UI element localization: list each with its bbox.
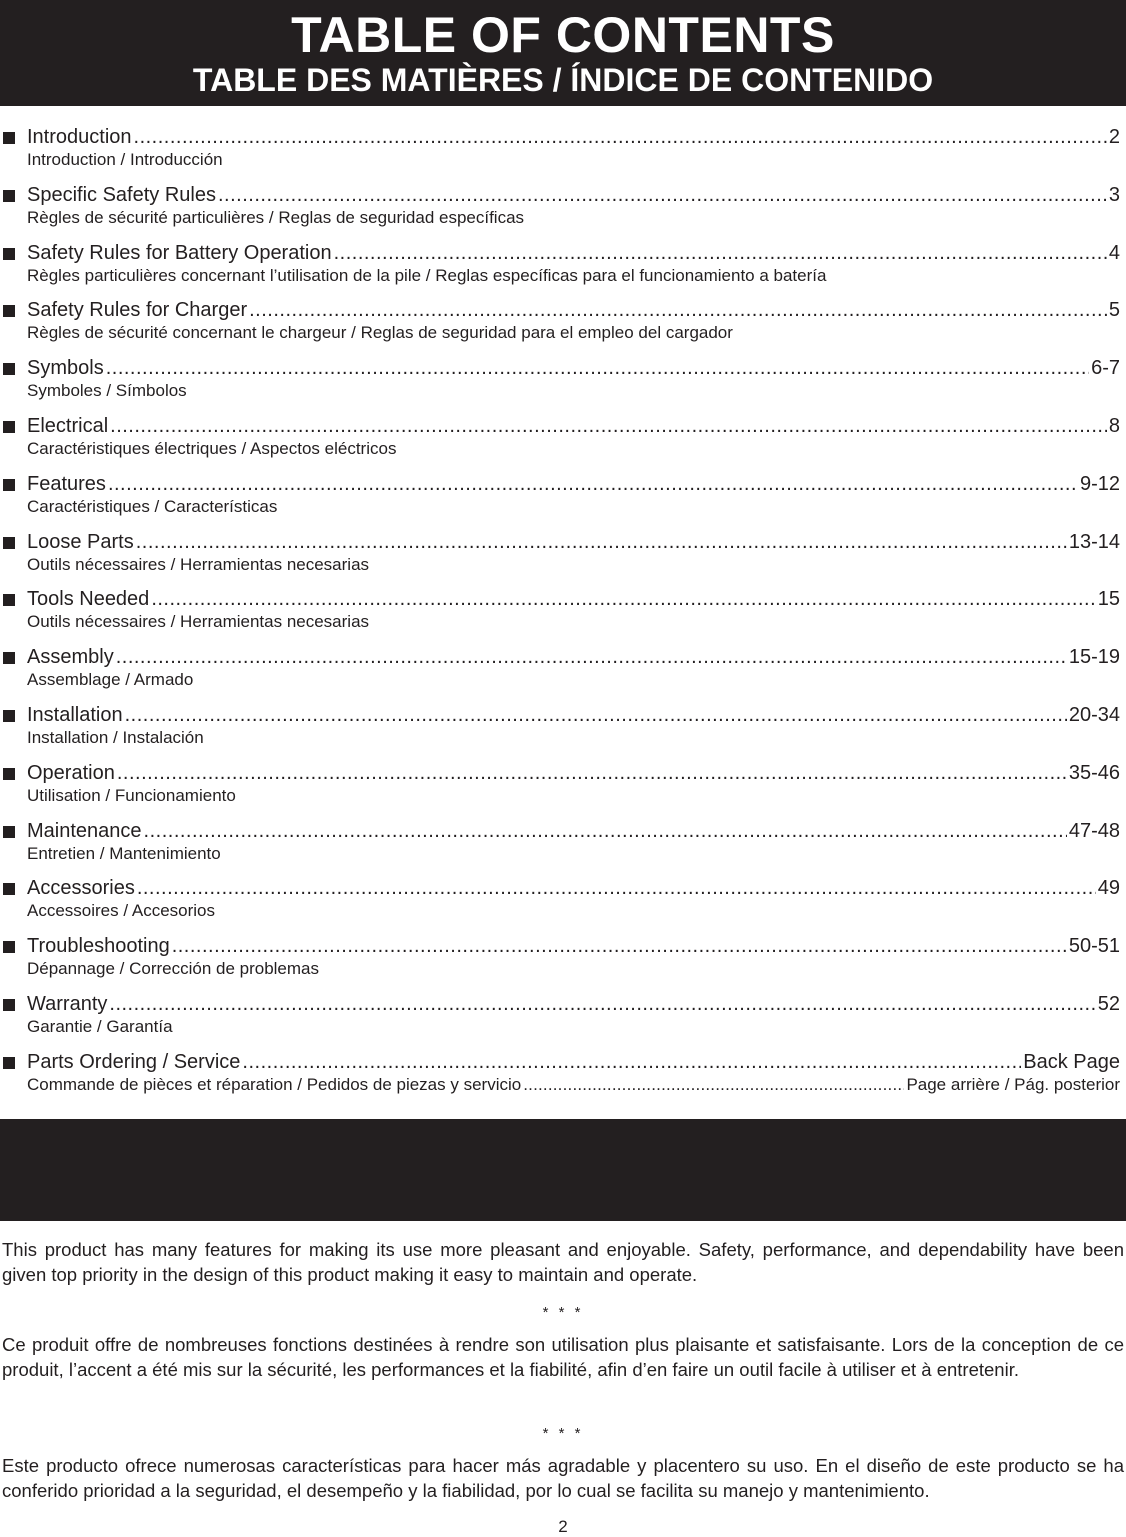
intro-paragraph-english: This product has many features for making its use more pleasant and enjoyable. Safety, performance, and dependability have been given top priority in the design of this product making it easy to maintain and operate. bbox=[2, 1239, 1124, 1285]
square-bullet-icon bbox=[3, 999, 15, 1011]
toc-item-translation: Symboles / Símbolos bbox=[27, 381, 187, 401]
leader-dots bbox=[151, 586, 1095, 612]
toc-item-page: Back Page bbox=[1023, 1050, 1120, 1073]
leader-dots bbox=[134, 124, 1107, 150]
toc-item-page: 50-51 bbox=[1068, 935, 1120, 958]
leader-dots bbox=[125, 702, 1067, 728]
toc-item-page: 49 bbox=[1097, 877, 1120, 900]
square-bullet-icon bbox=[3, 363, 15, 375]
toc-item-title: Loose Parts bbox=[27, 530, 134, 553]
toc-item-translation: Assemblage / Armado bbox=[27, 670, 194, 690]
toc-item-operation[interactable] bbox=[0, 760, 1126, 818]
toc-item-title: Operation bbox=[27, 761, 115, 784]
toc-item-page: 15 bbox=[1097, 588, 1120, 611]
square-bullet-icon bbox=[3, 710, 15, 722]
toc-item-title: Assembly bbox=[27, 646, 114, 669]
toc-item-translation: Règles de sécurité particulières / Reglas de seguridad específicas bbox=[27, 207, 525, 227]
square-bullet-icon bbox=[3, 248, 15, 260]
toc-item-title: Parts Ordering / Service bbox=[27, 1050, 241, 1073]
toc-item-translation: Introduction / Introducción bbox=[27, 150, 223, 169]
toc-item-warranty[interactable] bbox=[0, 991, 1126, 1049]
toc-title: TABLE OF CONTENTS bbox=[291, 7, 835, 63]
leader-dots bbox=[144, 818, 1067, 844]
toc-item-title: Troubleshooting bbox=[27, 935, 170, 958]
separator-stars: * * * bbox=[542, 1304, 584, 1321]
toc-item-title: Symbols bbox=[27, 357, 104, 380]
toc-item-page: 35-46 bbox=[1068, 761, 1120, 784]
toc-item-translation: Caractéristiques / Características bbox=[27, 496, 278, 516]
toc-item-title: Maintenance bbox=[27, 819, 142, 842]
toc-item-title: Accessories bbox=[27, 877, 135, 900]
leader-dots bbox=[109, 991, 1095, 1017]
toc-item-accessories[interactable] bbox=[0, 875, 1126, 933]
leader-dots bbox=[137, 875, 1096, 901]
toc-item-translation: Commande de pièces et réparation / Pedidos de piezas y servicio bbox=[27, 1074, 522, 1094]
square-bullet-icon bbox=[3, 305, 15, 317]
intro-paragraph-french: Ce produit offre de nombreuses fonctions destinées à rendre son utilisation plus plaisante et satisfaisante. Lors de la conception de ce produit, l’accent a été mis sur la sécurité, les performances et la fiabilité, afin d’en faire un outil facile à utiliser et à entretenir. bbox=[2, 1334, 1124, 1380]
table-of-contents bbox=[0, 124, 1126, 1107]
toc-item-title: Installation bbox=[27, 703, 123, 726]
toc-item-translation: Garantie / Garantía bbox=[27, 1016, 173, 1036]
toc-item-features[interactable] bbox=[0, 471, 1126, 529]
toc-item-page: 52 bbox=[1097, 992, 1120, 1015]
toc-item-page: 15-19 bbox=[1068, 646, 1120, 669]
page-number: 2 bbox=[558, 1517, 568, 1536]
toc-item-title: Safety Rules for Charger bbox=[27, 299, 248, 322]
section-banner bbox=[0, 1119, 1126, 1221]
toc-item-assembly[interactable] bbox=[0, 644, 1126, 702]
toc-item-tools-needed[interactable] bbox=[0, 586, 1126, 644]
toc-item-maintenance[interactable] bbox=[0, 818, 1126, 876]
square-bullet-icon bbox=[3, 768, 15, 780]
leader-dots bbox=[117, 760, 1067, 786]
toc-item-charger-safety[interactable] bbox=[0, 297, 1126, 355]
toc-item-battery-safety[interactable] bbox=[0, 240, 1126, 298]
toc-item-page: 6-7 bbox=[1091, 357, 1120, 380]
toc-item-electrical[interactable] bbox=[0, 413, 1126, 471]
toc-item-page: 2 bbox=[1108, 126, 1120, 148]
separator-stars: * * * bbox=[542, 1425, 584, 1442]
square-bullet-icon bbox=[3, 421, 15, 433]
toc-item-translation: Accessoires / Accesorios bbox=[27, 901, 216, 921]
square-bullet-icon bbox=[3, 652, 15, 664]
toc-item-translation: Installation / Instalación bbox=[27, 727, 204, 747]
toc-item-page: 47-48 bbox=[1068, 819, 1120, 842]
toc-item-title: Features bbox=[27, 472, 106, 495]
toc-item-page: 5 bbox=[1108, 299, 1120, 322]
toc-item-troubleshooting[interactable] bbox=[0, 933, 1126, 991]
toc-item-title: Tools Needed bbox=[27, 588, 150, 611]
toc-item-parts-ordering[interactable] bbox=[0, 1049, 1126, 1107]
leader-dots bbox=[523, 1074, 904, 1096]
leader-dots bbox=[218, 182, 1107, 208]
square-bullet-icon bbox=[3, 826, 15, 838]
square-bullet-icon bbox=[3, 594, 15, 606]
intro-paragraph-spanish: Este producto ofrece numerosas características para hacer más agradable y placentero su uso. En el diseño de este producto se ha conferido prioridad a la seguridad, el desempeño y la fiabilidad, por lo cual se facilita su manejo y mantenimiento. bbox=[2, 1455, 1124, 1501]
square-bullet-icon bbox=[3, 1057, 15, 1069]
square-bullet-icon bbox=[3, 941, 15, 953]
leader-dots bbox=[172, 933, 1067, 959]
toc-item-page: 3 bbox=[1108, 183, 1120, 206]
toc-item-translation: Entretien / Mantenimiento bbox=[27, 843, 221, 863]
toc-subtitle: TABLE DES MATIÈRES / ÍNDICE DE CONTENIDO bbox=[192, 62, 934, 98]
toc-item-page: 4 bbox=[1108, 241, 1120, 264]
toc-item-title: Introduction bbox=[27, 126, 132, 148]
toc-item-page: 13-14 bbox=[1068, 530, 1120, 553]
toc-item-title: Specific Safety Rules bbox=[27, 183, 216, 206]
toc-item-title: Safety Rules for Battery Operation bbox=[27, 241, 332, 264]
toc-item-translation: Règles particulières concernant l’utilisation de la pile / Reglas específicas para el funcionamiento a batería bbox=[27, 265, 827, 285]
toc-header-banner bbox=[0, 0, 1126, 106]
toc-item-installation[interactable] bbox=[0, 702, 1126, 760]
leader-dots bbox=[334, 240, 1107, 266]
square-bullet-icon bbox=[3, 190, 15, 202]
toc-item-specific-safety-rules[interactable] bbox=[0, 182, 1126, 240]
square-bullet-icon bbox=[3, 537, 15, 549]
toc-item-translation: Règles de sécurité concernant le chargeur / Reglas de seguridad para el empleo del cargador bbox=[27, 323, 733, 343]
leader-dots bbox=[136, 529, 1067, 555]
square-bullet-icon bbox=[3, 132, 15, 144]
toc-item-title: Electrical bbox=[27, 414, 109, 437]
toc-item-translation: Utilisation / Funcionamiento bbox=[27, 785, 236, 805]
leader-dots bbox=[108, 471, 1078, 497]
leader-dots bbox=[106, 355, 1089, 381]
toc-item-translation: Dépannage / Corrección de problemas bbox=[27, 959, 320, 979]
toc-item-title: Warranty bbox=[27, 992, 108, 1015]
toc-item-translation-page: Page arrière / Pág. posterior bbox=[906, 1074, 1120, 1094]
toc-item-page: 9-12 bbox=[1079, 472, 1120, 495]
toc-item-loose-parts[interactable] bbox=[0, 529, 1126, 587]
leader-dots bbox=[110, 413, 1107, 439]
leader-dots bbox=[116, 644, 1067, 670]
toc-item-page: 20-34 bbox=[1068, 703, 1120, 726]
toc-item-translation: Outils nécessaires / Herramientas necesarias bbox=[27, 612, 370, 632]
toc-item-introduction[interactable] bbox=[0, 124, 1126, 182]
toc-item-translation: Outils nécessaires / Herramientas necesarias bbox=[27, 554, 370, 574]
square-bullet-icon bbox=[3, 479, 15, 491]
toc-item-page: 8 bbox=[1108, 414, 1120, 437]
toc-item-symbols[interactable] bbox=[0, 355, 1126, 413]
leader-dots bbox=[242, 1049, 1021, 1075]
leader-dots bbox=[249, 297, 1107, 323]
square-bullet-icon bbox=[3, 883, 15, 895]
toc-item-translation: Caractéristiques électriques / Aspectos eléctricos bbox=[27, 438, 397, 458]
